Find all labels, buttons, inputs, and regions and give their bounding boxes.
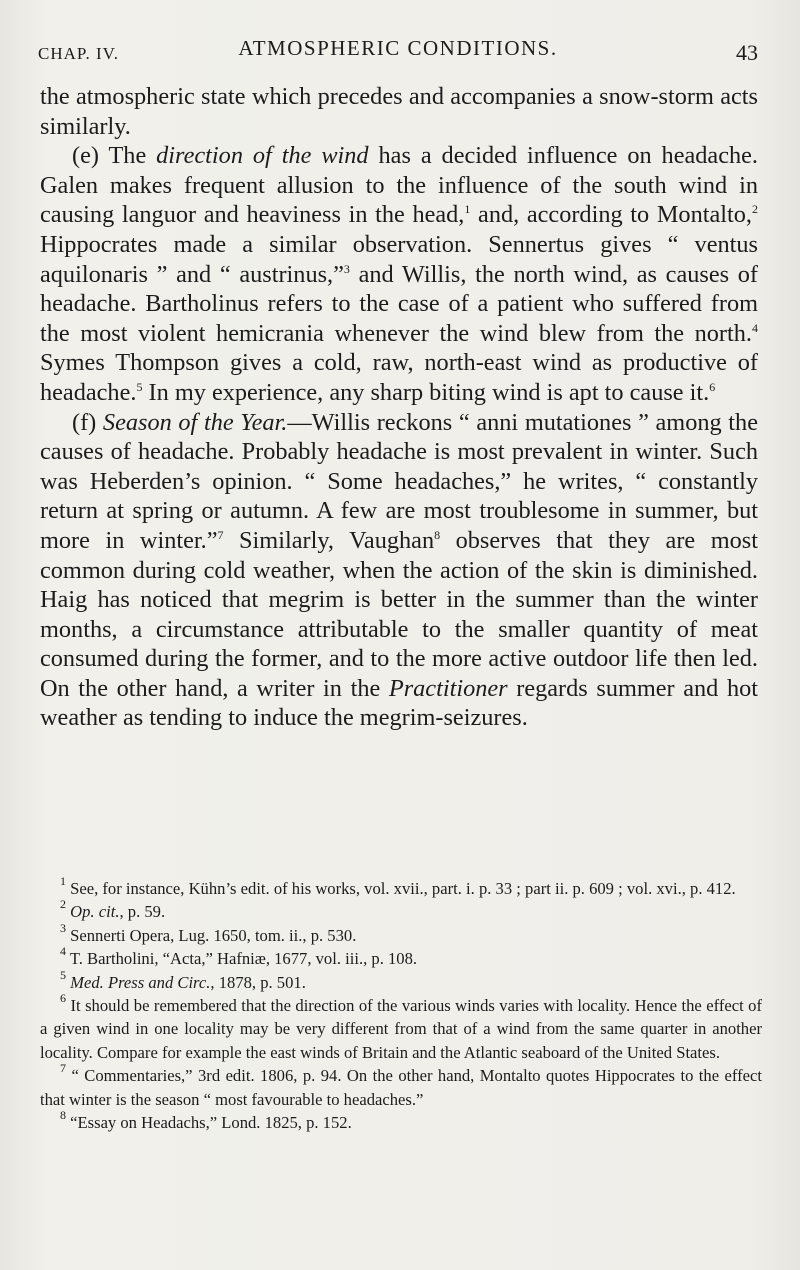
footnote-text: “ Commentaries,” 3rd edit. 1806, p. 94. On the other hand, Montalto quotes Hippocrates to the effect that winter is the season “ most favourable to headaches.” (40, 1066, 762, 1109)
footnote-number: 3 (60, 920, 66, 935)
footnote-ref: 8 (434, 527, 441, 542)
footnote-ref: 7 (217, 527, 224, 542)
chapter-label: CHAP. IV. (38, 44, 119, 63)
italic-run: direction of the wind (156, 142, 369, 170)
footnote-text: See, for instance, Kühn’s edit. of his works, vol. xvii., part. i. p. 33 ; part ii. p. 609 ; vol. xvi., p. 412. (66, 879, 736, 898)
page-number: 43 (736, 40, 758, 65)
footnote-ref: 1 (464, 202, 471, 217)
text-run: and, according to Montalto, (470, 201, 752, 229)
footnote-8 (40, 1108, 762, 1134)
footnote-number: 7 (60, 1061, 66, 1076)
footnote-5 (40, 967, 762, 994)
text-run: observes that they are most common during cold weather, when the action of the skin is diminished. Haig has noticed that megrim is better in the summer than the winter months, a circumstance attributable to the smaller quantity of meat consumed during the former, and to the more active outdoor life then led. On the other hand, a writer in the (40, 526, 758, 702)
text-run: Hippocrates made a similar observation. Sennertus gives “ ventus aquilonaris ” and “ austrinus,” (40, 230, 758, 288)
footnote-2 (40, 897, 762, 923)
footnote-italic: Op. cit. (70, 902, 120, 922)
footnote-1 (40, 874, 762, 900)
footnote-text: “Essay on Headachs,” Lond. 1825, p. 152. (66, 1113, 352, 1133)
text-run: Similarly, Vaughan (223, 526, 435, 554)
footnotes (40, 874, 762, 1134)
footnote-text: , 1878, p. 501. (210, 972, 306, 992)
footnote-number: 4 (60, 944, 66, 959)
text-run: —Willis reckons “ anni mutationes ” among the causes of headache. Probably headache is most prevalent in winter. Such was Heberden’s opinion. “ Some headaches,” he writes, “ constantly return at spring or autumn. A few are most troublesome in summer, but more in winter.” (40, 408, 758, 554)
italic-run: Season of the Year. (102, 408, 288, 436)
footnote-ref: 5 (136, 379, 143, 394)
footnote-ref: 4 (752, 320, 758, 335)
paragraph-snowstorm (40, 82, 758, 141)
footnote-3 (40, 920, 762, 947)
italic-run: Practitioner (388, 674, 508, 702)
paragraph-wind-direction (40, 141, 758, 407)
footnote-ref: 2 (751, 202, 758, 217)
footnote-number: 2 (60, 897, 66, 912)
footnote-number: 8 (60, 1108, 66, 1123)
footnote-ref: 6 (709, 379, 716, 394)
text-run: In my experience, any sharp biting wind is apt to cause it. (142, 378, 710, 406)
footnote-italic: Med. Press and Circ. (70, 972, 211, 992)
running-head (38, 36, 758, 66)
text-run: (e) The (72, 142, 157, 170)
footnote-6 (40, 991, 762, 1064)
footnote-text: T. Bartholini, “Acta,” Hafniæ, 1677, vol. iii., p. 108. (66, 949, 418, 969)
text-run: Symes Thompson gives a cold, raw, north-east wind as productive of headache. (40, 349, 758, 406)
body-text (40, 82, 758, 733)
page-title: ATMOSPHERIC CONDITIONS. (238, 36, 558, 60)
footnote-text: It should be remembered that the direction of the various winds varies with locality. Hence the effect of a given wind in one locality may be very different from that of a wind from the same quarter in another locality. Compare for example the east winds of Britain and the Atlantic seaboard of the United States. (40, 996, 762, 1062)
text-run: and Willis, the north wind, as causes of headache. Bartholinus refers to the case of a patient who suffered from the most violent hemicrania whenever the wind blew from the north. (40, 260, 758, 347)
footnote-text: , p. 59. (119, 902, 166, 922)
text-run: has a decided influence on headache. Galen makes frequent allusion to the influence of the south wind in causing languor and heaviness in the head, (40, 142, 758, 229)
paragraph-season (40, 408, 758, 734)
text-run: (f) (72, 408, 103, 436)
footnote-number: 6 (60, 991, 66, 1006)
footnote-4 (40, 944, 762, 970)
footnote-7 (40, 1061, 762, 1111)
text-run: the atmospheric state which precedes and accompanies a snow-storm acts similarly. (40, 83, 758, 140)
footnote-number: 5 (60, 967, 66, 982)
footnote-ref: 3 (343, 261, 350, 276)
text-run: regards summer and hot weather as tending to induce the megrim-seizures. (40, 674, 758, 732)
footnote-text: Sennerti Opera, Lug. 1650, tom. ii., p. 530. (66, 925, 357, 945)
footnote-number: 1 (60, 874, 66, 888)
